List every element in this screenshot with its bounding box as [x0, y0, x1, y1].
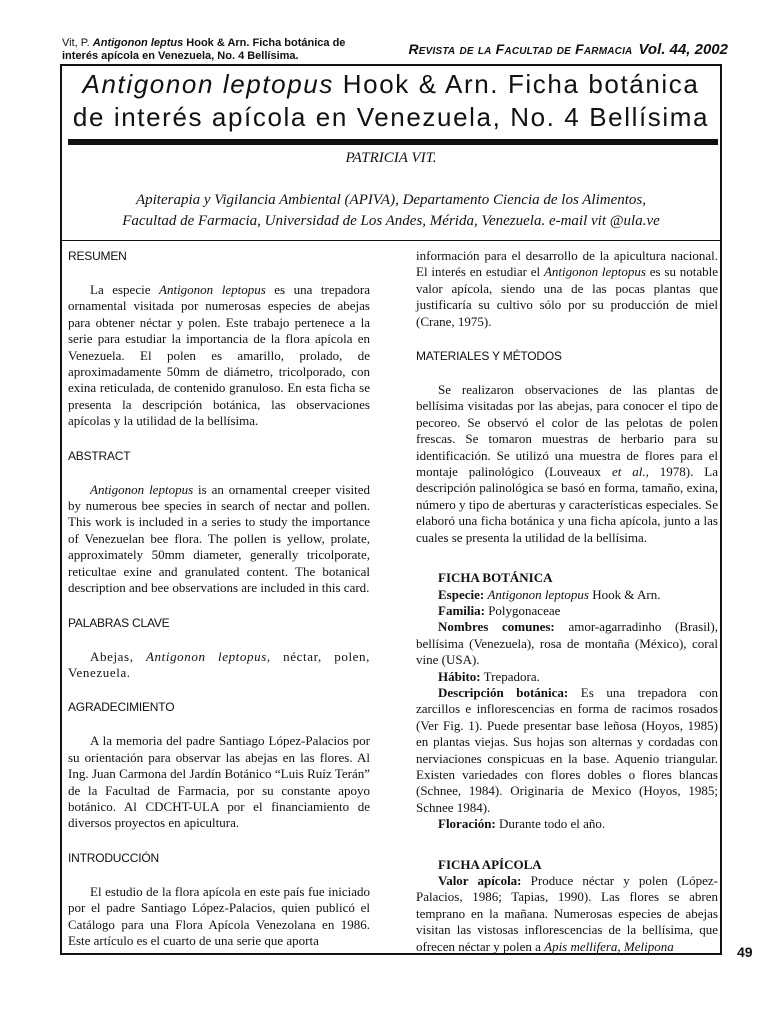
running-header-citation: [62, 37, 382, 63]
intro-species: Antigonon leptopus: [543, 264, 646, 280]
habito-line: Hábito: Trepadora.: [438, 668, 540, 684]
descripcion-label: Descripción botánica:: [438, 684, 569, 700]
abstract-heading: ABSTRACT: [68, 448, 131, 463]
methods-paragraph: Se realizaron observaciones de las plantas de bellísima visitadas por las abejas, para conocer el tipo de pecoreo. Se observó el color de las pelotas de polen frescas. Se tomaron muestras de herbario para su identificación. Se utilizó una muestra de flores para el montaje palinológico (Louveaux et al., 1978). La descripción palinológica se basó en forma, tamaño, exina, número y tipo de aberturas y características especiales. Se elaboró una ficha botánica y una ficha apícola, junto a las cuales se presenta la utilidad de la bellísima.: [416, 382, 718, 545]
abstract-species: Antigonon leptopus: [90, 481, 194, 497]
acknowledgement-paragraph: A la memoria del padre Santiago López-Palacios por su orientación para observar las abejas en las flores. Al Ing. Juan Carmona del Jardín Botánico “Luis Ruíz Terán” de la Facultad de Farmacia, por su constante apoyo botánico. Al CDCHT-ULA por el financiamiento de diversos proyectos en apicultura.: [68, 733, 370, 831]
title-line-2: de interés apícola en Venezuela, No. 4 Bellísima: [72, 102, 710, 132]
article-title: [60, 68, 722, 134]
left-column: [68, 248, 370, 949]
familia-line: Familia: Polygonaceae: [438, 602, 561, 618]
familia-label: Familia:: [438, 602, 485, 618]
acknowledgement-heading: AGRADECIMIENTO: [68, 700, 175, 715]
header-short-title: Hook & Arn. Ficha botánica de interés apícola en Venezuela, No. 4 Bellísima.: [62, 37, 346, 62]
valor-label: Valor apícola:: [438, 873, 522, 888]
especie-line: Especie: Antigonon leptopus Hook & Arn.: [438, 586, 661, 602]
especie-label: Especie:: [438, 586, 485, 602]
affiliation-line-1: Apiterapia y Vigilancia Ambiental (APIVA), Departamento Ciencia de los Alimentos,: [135, 192, 647, 208]
introduction-paragraph: El estudio de la flora apícola en este país fue iniciado por el padre Santiago López-Palacios, quien publicó el Catálogo para una Flora Apícola Venezolana en 1986. Este artículo es el cuarto de una serie que aporta: [68, 883, 370, 948]
affiliation-line-2: Facultad de Farmacia, Universidad de Los Andes, Mérida, Venezuela. e-mail vit @ula.ve: [122, 213, 660, 229]
journal-name: Revista de la Facultad de Farmacia: [408, 41, 633, 57]
running-header-journal: [408, 41, 728, 58]
methods-heading: MATERIALES Y MÉTODOS: [416, 349, 562, 364]
body-rule: [62, 240, 720, 241]
resumen-heading: RESUMEN: [68, 249, 127, 263]
article-affiliation: [60, 190, 722, 232]
header-author: Vit, P.: [62, 37, 90, 49]
descripcion-line: Descripción botánica: Es una trepadora con zarcillos e inflorescencias en forma de racimos rosados (Ver Fig. 1). Puede presentar base leñosa (Hoyos, 1985) en plantas viejas. Sus hojas son alternas y cordadas con nerviaciones conspicuas en la base. Aquenio triangular. Existen variedades con flores dobles o flores blancas (Schnee, 1984). Originaria de Mexico (Hoyos, 1985; Schnee 1984).: [416, 684, 718, 815]
valor-species-2: Melipona: [623, 938, 674, 954]
article-author: PATRICIA VIT.: [345, 150, 437, 166]
right-column: [416, 248, 718, 955]
especie-species: Antigonon leptopus: [487, 586, 589, 602]
abstract-paragraph: Antigonon leptopus is an ornamental creeper visited by numerous bee species in search of nectar and pollen. This work is included in a series to study the importance of Venezuelan bee flora. The pollen is yellow, prolate, approximately 50mm diameter, generally tricolporate, reticultae exine and granulated content. The botanical description and bee observations are included in this card.: [68, 481, 371, 596]
journal-volume: Vol. 44, 2002: [638, 41, 728, 58]
page-number: 49: [737, 944, 753, 960]
valor-apicola-line: Valor apícola: Produce néctar y polen (López-Palacios, 1986; Tapias, 1990). Las flores se abren temprano en la mañana. Numerosas especies de abejas visitan las vistosas inflorescencias de la bellísima, que ofrecen néctar y polen a Apis mellifera, Melipona: [416, 873, 718, 954]
nombres-line: Nombres comunes: amor-agarradinho (Brasil), bellísima (Venezuela), rosa de montaña (México), coral vine (USA).: [416, 619, 718, 668]
floracion-label: Floración:: [438, 816, 496, 832]
keywords-heading: PALABRAS CLAVE: [68, 615, 170, 630]
habito-label: Hábito:: [438, 668, 481, 684]
nombres-label: Nombres comunes:: [438, 619, 555, 635]
title-line-1: [60, 68, 722, 101]
introduction-heading: INTRODUCCIÓN: [68, 850, 159, 865]
keywords-species: Antigonon leptopus: [146, 648, 267, 664]
title-species: Antigonon leptopus: [82, 69, 334, 99]
floracion-line: Floración: Durante todo el año.: [438, 816, 606, 832]
introduction-continuation: información para el desarrollo de la apicultura nacional. El interés en estudiar el Antigonon leptopus es su notable valor apícola, siendo una de las pocas plantas que justificaría su cultivo sólo por su producción de miel (Crane, 1975).: [416, 248, 719, 329]
resumen-paragraph: La especie Antigonon leptopus es una trepadora ornamental visitada por numerosas especies de abejas para obtener néctar y polen. Este trabajo pertenece a la serie para estudiar la importancia de la flora apícola en Venezuela. El polen es amarillo, prolado, de aproximadamente 50mm de diámetro, tricolporado, con exina reticulada, de contenido granuloso. En esta ficha se presenta la descripción botánica, las observaciones apícolas y la utilidad de la bellísima.: [68, 282, 371, 429]
header-species: Antigonon leptus: [92, 37, 184, 49]
title-rule: [68, 139, 718, 145]
title-line1-rest: Hook & Arn. Ficha botánica: [333, 69, 700, 99]
ficha-apicola-heading: FICHA APÍCOLA: [438, 856, 542, 872]
keywords-paragraph: Abejas, Antigonon leptopus, néctar, polen, Venezuela.: [68, 648, 370, 680]
ficha-botanica-heading: FICHA BOTÁNICA: [438, 570, 553, 586]
valor-species-1: Apis mellifera: [544, 938, 618, 954]
methods-etal: et al.: [611, 464, 646, 480]
resumen-species: Antigonon leptopus: [159, 282, 266, 297]
